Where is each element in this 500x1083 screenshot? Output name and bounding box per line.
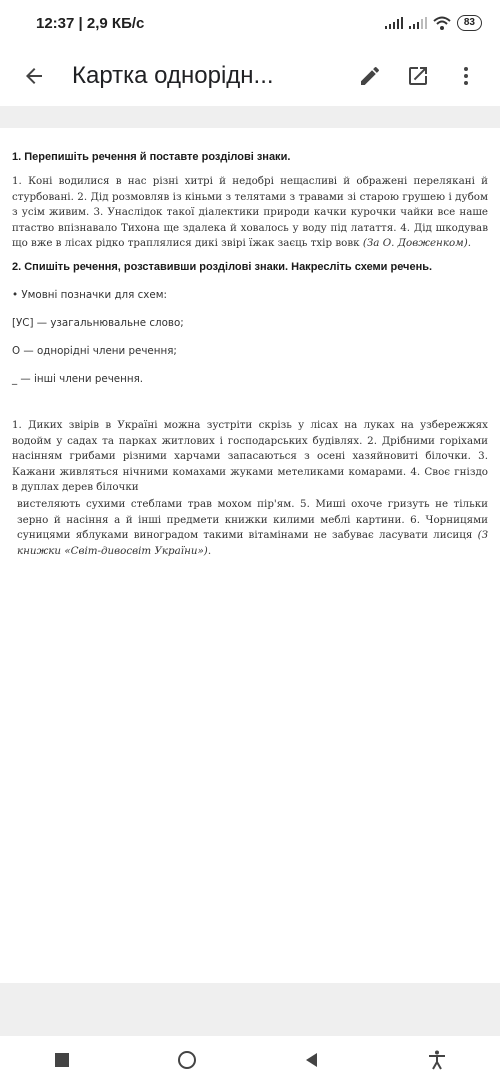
task-2-citation: (З книжки «Світ-дивосвіт України»). (17, 529, 488, 557)
more-vert-icon (454, 64, 478, 88)
wifi-icon (433, 16, 451, 30)
arrow-back-icon (22, 64, 46, 88)
status-bar (0, 0, 500, 46)
task-1-sentences: 1. Коні водилися в нас різні хитрі й недобрі нещасливі й ображені перелякані й стурбовані. 2. Дід розмовляв із кіньми з телятами з травами зі старою грушею і дубом з усім живим. 3. Унаслідок такої діалектики природи качки курочки чайки все наше птаство впізнавало Тихона ще здалека й ховалось у воду під латаття. 4. Дід шкодував що вже в лісах рідко траплялися дикі звірі їжак заєць тхір вовк (12, 175, 488, 250)
back-button[interactable] (10, 52, 58, 100)
accessibility-icon[interactable] (426, 1049, 448, 1071)
open-in-new-icon (406, 64, 430, 88)
task-2-text-part-1: 1. Диких звірів в Україні можна зустріти скрізь у лісах на луках на узбережжях водойм у садах та парках житлових і господарських будівлях. 2. Дрібними горіхами насінням грибами різними харчами запасаються з осені хазяйновиті білочки. 3. Кажани живляться нічними комахами жуками метеликами комарами. 4. Своє гніздо в дуплах дерев білочки (12, 418, 488, 494)
battery-icon: 83 (457, 15, 482, 31)
task-2-text-part-2 (12, 497, 488, 559)
page-title: Картка однорідн... (72, 62, 274, 89)
document-page[interactable] (0, 128, 500, 983)
task-2-sentences: вистеляють сухими стеблами трав мохом пір'ям. 5. Миші охоче гризуть не тільки зерно й насіння а й інші предмети книжки килими меблі картини. 6. Чорницями суницями яблуками виноградом такими вітамінами не забуває ласувати лисиця (17, 497, 488, 542)
open-external-button[interactable] (394, 52, 442, 100)
signal-2-icon (409, 17, 427, 29)
signal-icon (385, 17, 403, 29)
legend-homogeneous-members: О — однорідні члени речення; (12, 344, 177, 357)
task-1-citation: (За О. Довженком). (362, 237, 471, 250)
legend-generalizing-word: [УС] — узагальнювальне слово; (12, 316, 184, 329)
stop-square-icon[interactable] (52, 1050, 72, 1070)
task-1-title: 1. Перепишіть речення й поставте розділові знаки. (12, 151, 291, 163)
back-triangle-icon[interactable] (302, 1050, 322, 1070)
system-nav-bar (0, 1036, 500, 1083)
legend-heading: • Умовні позначки для схем: (12, 288, 167, 301)
app-bar (0, 46, 500, 106)
task-1-text (12, 174, 488, 252)
more-menu-button[interactable] (442, 52, 490, 100)
status-time: 12:37 | 2,9 КБ/с (36, 14, 145, 32)
status-icons (385, 15, 482, 31)
pencil-icon (358, 64, 382, 88)
edit-button[interactable] (346, 52, 394, 100)
task-2-title: 2. Спишіть речення, розставивши розділові знаки. Накресліть схеми речень. (12, 260, 433, 273)
home-circle-icon[interactable] (176, 1049, 198, 1071)
legend-other-members: _ — інші члени речення. (12, 372, 144, 385)
